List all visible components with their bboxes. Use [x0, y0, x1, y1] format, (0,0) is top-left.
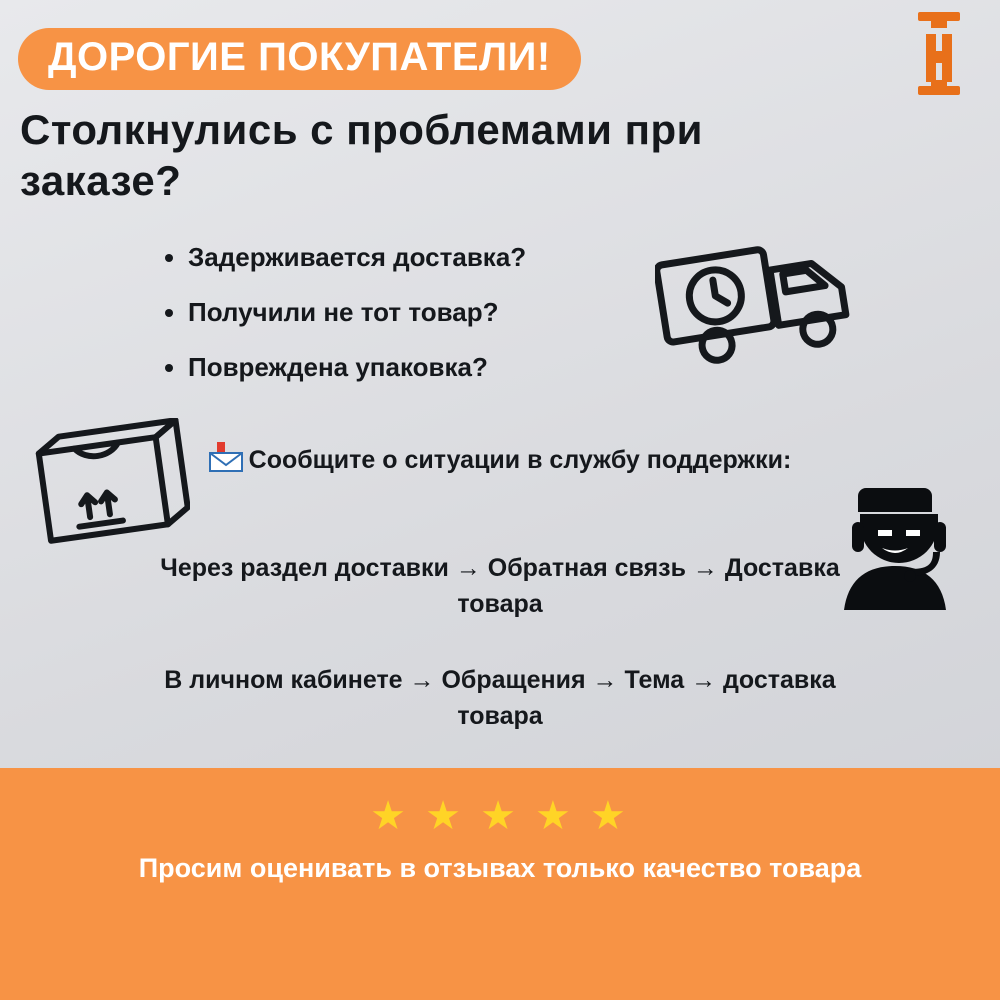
problem-list: [160, 244, 526, 409]
support-prompt-text: Сообщите о ситуации в службу поддержки:: [248, 446, 792, 474]
badge-dear-customers: ДОРОГИЕ ПОКУПАТЕЛИ!: [18, 28, 581, 90]
support-path-delivery: Через раздел доставки → Обратная связь → Доставка товара: [160, 554, 840, 619]
footer-band: [0, 768, 1000, 1000]
brand-logo-icon: [906, 10, 972, 106]
support-prompt: [200, 440, 800, 478]
list-item: • Повреждена упаковка?: [188, 354, 526, 380]
rating-stars: ★ ★ ★ ★ ★: [370, 794, 630, 838]
delivery-truck-icon: [655, 228, 865, 378]
list-item: • Задерживается доставка?: [188, 244, 526, 270]
package-box-icon: [30, 418, 190, 553]
envelope-icon: [209, 440, 243, 472]
footer-message: Просим оценивать в отзывах только качество товара: [138, 853, 862, 883]
support-path-account: В личном кабинете → Обращения → Тема → доставка товара: [164, 666, 836, 731]
page-title: Столкнулись с проблемами при заказе?: [20, 106, 703, 205]
list-item: • Получили не тот товар?: [188, 299, 526, 325]
